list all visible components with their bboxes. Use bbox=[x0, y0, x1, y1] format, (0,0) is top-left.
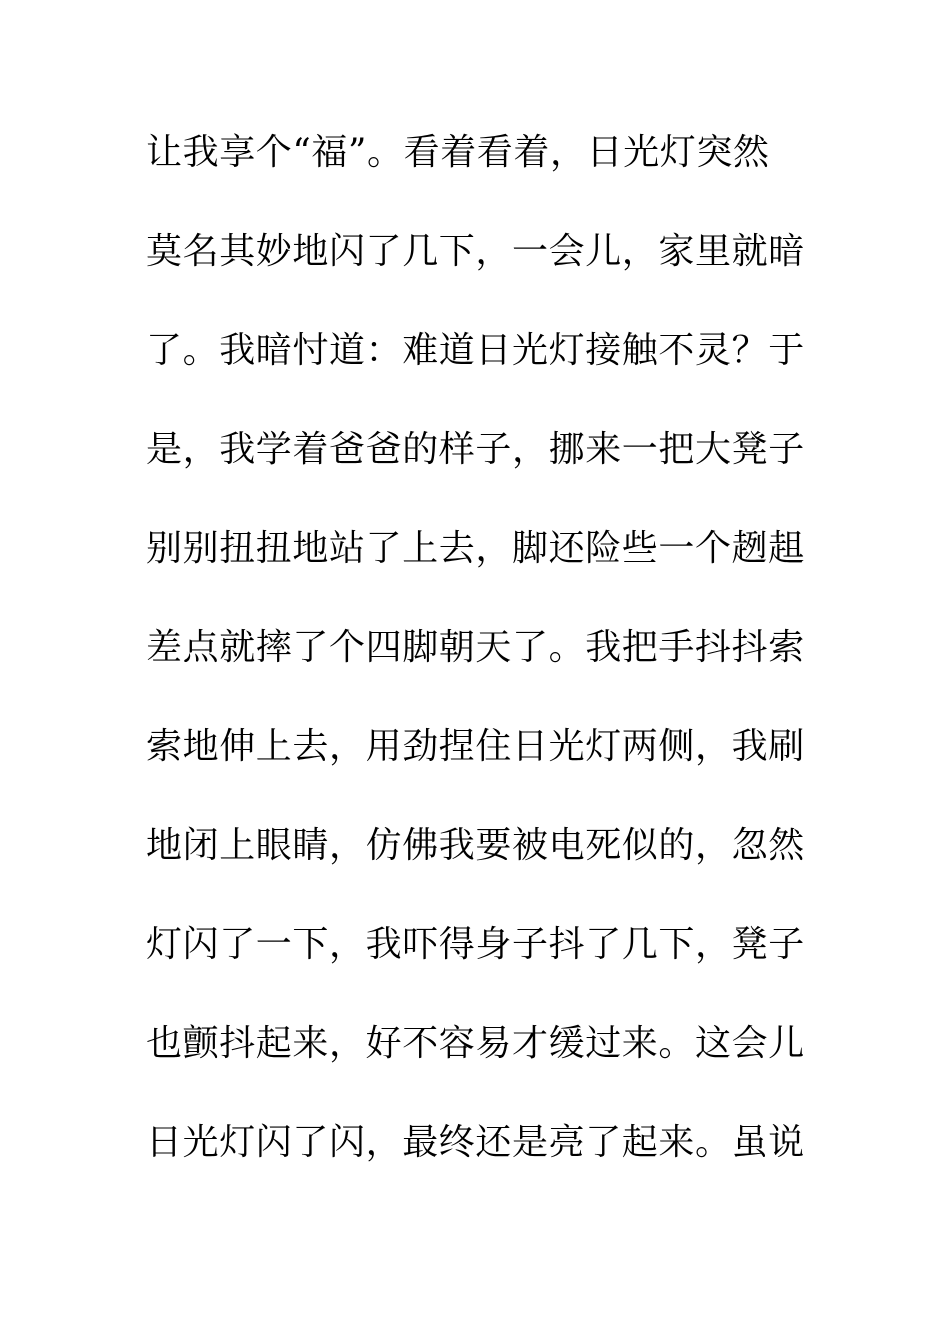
text-line: 莫名其妙地闪了几下，一会儿，家里就暗 bbox=[146, 231, 805, 272]
text-line: 是，我学着爸爸的样子，挪来一把大凳子 bbox=[146, 429, 805, 470]
text-line: 日光灯闪了闪，最终还是亮了起来。虽说 bbox=[146, 1122, 805, 1163]
text-line: 让我享个“福”。看着看着，日光灯突然 bbox=[146, 132, 770, 173]
text-line: 地闭上眼睛，仿佛我要被电死似的，忽然 bbox=[146, 825, 805, 866]
text-line: 了。我暗忖道：难道日光灯接触不灵？于 bbox=[146, 330, 805, 371]
text-line: 灯闪了一下，我吓得身子抖了几下，凳子 bbox=[146, 924, 805, 965]
text-line: 别别扭扭地站了上去，脚还险些一个趔趄 bbox=[146, 528, 805, 569]
body-text bbox=[146, 125, 806, 1214]
text-line: 索地伸上去，用劲捏住日光灯两侧，我刷 bbox=[146, 726, 805, 767]
text-line: 差点就摔了个四脚朝天了。我把手抖抖索 bbox=[146, 627, 805, 668]
text-line: 也颤抖起来，好不容易才缓过来。这会儿 bbox=[146, 1023, 805, 1064]
